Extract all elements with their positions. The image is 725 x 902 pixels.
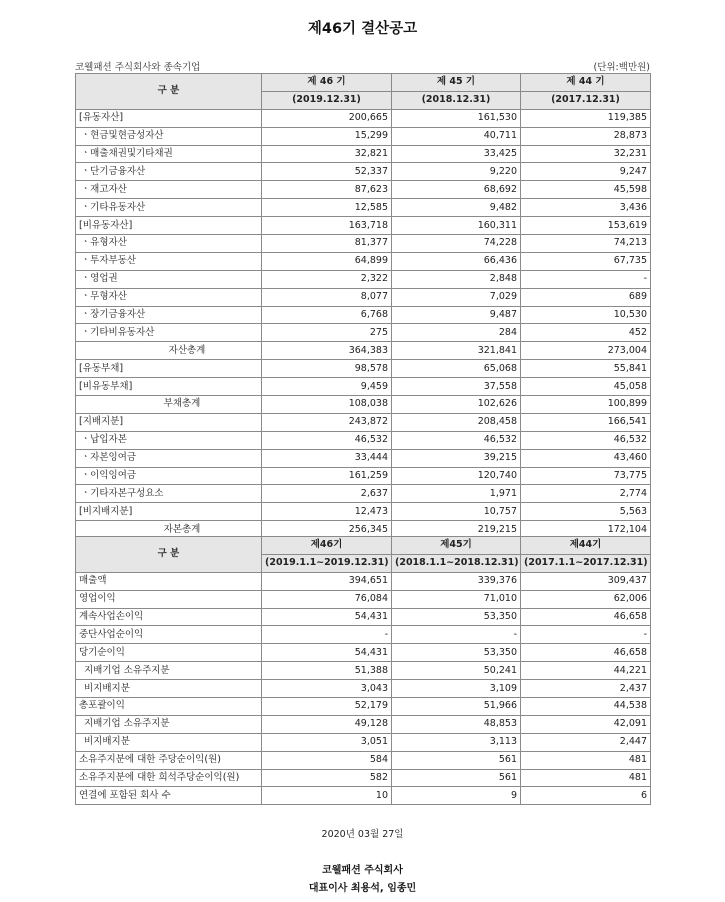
company-line: 코웰패션 주식회사와 종속기업 (75, 62, 201, 73)
table-row (76, 431, 651, 449)
value-cell: 44,538 (521, 698, 651, 716)
table-row (76, 324, 651, 342)
table-row (76, 378, 651, 396)
value-cell: 73,775 (521, 467, 651, 485)
value-cell: 39,215 (392, 449, 521, 467)
value-cell: 9 (392, 787, 521, 805)
value-cell: 100,899 (521, 396, 651, 414)
row-label: 영업이익 (76, 590, 262, 608)
value-cell: 37,558 (392, 378, 521, 396)
row-label: 부채총계 (76, 396, 262, 414)
value-cell: 46,658 (521, 608, 651, 626)
value-cell: 10 (262, 787, 392, 805)
value-cell: 284 (392, 324, 521, 342)
value-cell: 65,068 (392, 360, 521, 378)
value-cell: 51,388 (262, 662, 392, 680)
value-cell: 321,841 (392, 342, 521, 360)
value-cell: 98,578 (262, 360, 392, 378)
row-label: ㆍ기타유동자산 (76, 199, 262, 217)
value-cell: 119,385 (521, 109, 651, 127)
row-label: ㆍ투자부동산 (76, 252, 262, 270)
value-cell: 52,179 (262, 698, 392, 716)
value-cell: 67,735 (521, 252, 651, 270)
value-cell: 9,247 (521, 163, 651, 181)
table-row (76, 235, 651, 253)
row-label: ㆍ장기금융자산 (76, 306, 262, 324)
row-label: ㆍ납입자본 (76, 431, 262, 449)
row-label: 지배기업 소유주지분 (76, 715, 262, 733)
value-cell: 87,623 (262, 181, 392, 199)
value-cell: 64,899 (262, 252, 392, 270)
page-title: 제46기 결산공고 (307, 21, 418, 37)
value-cell: - (521, 270, 651, 288)
table-row (76, 787, 651, 805)
value-cell: 561 (392, 769, 521, 787)
table-row (76, 360, 651, 378)
table-row (76, 270, 651, 288)
value-cell: 3,109 (392, 680, 521, 698)
row-label: 자산총계 (76, 342, 262, 360)
bs-date-45: (2018.12.31) (392, 91, 521, 109)
row-label: [비유동자산] (76, 217, 262, 235)
value-cell: 3,051 (262, 733, 392, 751)
value-cell: 2,637 (262, 485, 392, 503)
value-cell: 50,241 (392, 662, 521, 680)
table-row (76, 306, 651, 324)
table-row (76, 449, 651, 467)
bs-period-44: 제 44 기 (521, 74, 651, 92)
value-cell: 46,532 (392, 431, 521, 449)
value-cell: 3,113 (392, 733, 521, 751)
table-row (76, 109, 651, 127)
value-cell: 481 (521, 751, 651, 769)
value-cell: 52,337 (262, 163, 392, 181)
bs-date-46: (2019.12.31) (262, 91, 392, 109)
table-row (76, 199, 651, 217)
row-label: 매출액 (76, 572, 262, 590)
value-cell: 172,104 (521, 521, 651, 539)
table-row (76, 608, 651, 626)
table-row (76, 467, 651, 485)
row-label: 계속사업손이익 (76, 608, 262, 626)
value-cell: 48,853 (392, 715, 521, 733)
value-cell: 161,259 (262, 467, 392, 485)
row-label: [지배지분] (76, 413, 262, 431)
value-cell: 584 (262, 751, 392, 769)
table-row (76, 413, 651, 431)
value-cell: 9,459 (262, 378, 392, 396)
ceo-names: 대표이사 최용석, 임종민 (308, 883, 417, 894)
row-label: 소유주지분에 대한 주당순이익(원) (76, 751, 262, 769)
value-cell: 364,383 (262, 342, 392, 360)
row-label: [비유동부채] (76, 378, 262, 396)
row-label: ㆍ재고자산 (76, 181, 262, 199)
row-label: ㆍ현금및현금성자산 (76, 127, 262, 145)
announcement-date: 2020년 03월 27일 (321, 829, 404, 840)
is-date-45: (2018.1.1~2018.12.31) (392, 554, 521, 572)
value-cell: 10,757 (392, 503, 521, 521)
value-cell: 74,228 (392, 235, 521, 253)
value-cell: 32,231 (521, 145, 651, 163)
value-cell: 33,425 (392, 145, 521, 163)
is-date-46: (2019.1.1~2019.12.31) (262, 554, 392, 572)
table-row (76, 715, 651, 733)
value-cell: - (392, 626, 521, 644)
value-cell: 481 (521, 769, 651, 787)
value-cell: 76,084 (262, 590, 392, 608)
unit-label: (단위:백만원) (593, 62, 650, 73)
table-row (76, 396, 651, 414)
row-label: 당기순이익 (76, 644, 262, 662)
value-cell: 9,220 (392, 163, 521, 181)
value-cell: 153,619 (521, 217, 651, 235)
income-statement-table (75, 536, 651, 805)
value-cell: 68,692 (392, 181, 521, 199)
table-row (76, 626, 651, 644)
value-cell: 2,322 (262, 270, 392, 288)
table-row (76, 769, 651, 787)
value-cell: 66,436 (392, 252, 521, 270)
value-cell: 582 (262, 769, 392, 787)
value-cell: 1,971 (392, 485, 521, 503)
value-cell: 339,376 (392, 572, 521, 590)
value-cell: 40,711 (392, 127, 521, 145)
row-label: ㆍ유형자산 (76, 235, 262, 253)
value-cell: 46,532 (521, 431, 651, 449)
value-cell: 54,431 (262, 644, 392, 662)
row-label: 총포괄이익 (76, 698, 262, 716)
row-label: ㆍ영업권 (76, 270, 262, 288)
row-label: 지배기업 소유주지분 (76, 662, 262, 680)
bs-period-46: 제 46 기 (262, 74, 392, 92)
value-cell: 42,091 (521, 715, 651, 733)
value-cell: - (262, 626, 392, 644)
value-cell: 44,221 (521, 662, 651, 680)
table-row (76, 751, 651, 769)
table-row (76, 252, 651, 270)
value-cell: 53,350 (392, 644, 521, 662)
value-cell: 12,473 (262, 503, 392, 521)
value-cell: 54,431 (262, 608, 392, 626)
row-label: ㆍ무형자산 (76, 288, 262, 306)
value-cell: 452 (521, 324, 651, 342)
value-cell: 275 (262, 324, 392, 342)
value-cell: 256,345 (262, 521, 392, 539)
value-cell: 2,447 (521, 733, 651, 751)
value-cell: 55,841 (521, 360, 651, 378)
value-cell: 81,377 (262, 235, 392, 253)
row-label: 중단사업순이익 (76, 626, 262, 644)
is-header-label: 구 분 (76, 537, 262, 573)
row-label: 자본총계 (76, 521, 262, 539)
table-row (76, 733, 651, 751)
value-cell: 53,350 (392, 608, 521, 626)
table-row (76, 590, 651, 608)
value-cell: 49,128 (262, 715, 392, 733)
table-row (76, 662, 651, 680)
bs-date-44: (2017.12.31) (521, 91, 651, 109)
value-cell: 689 (521, 288, 651, 306)
value-cell: 309,437 (521, 572, 651, 590)
value-cell: 51,966 (392, 698, 521, 716)
row-label: [비지배지분] (76, 503, 262, 521)
table-row (76, 163, 651, 181)
row-label: 비지배지분 (76, 733, 262, 751)
row-label: ㆍ기타자본구성요소 (76, 485, 262, 503)
value-cell: 62,006 (521, 590, 651, 608)
value-cell: 219,215 (392, 521, 521, 539)
row-label: [유동부채] (76, 360, 262, 378)
table-row (76, 181, 651, 199)
value-cell: 102,626 (392, 396, 521, 414)
value-cell: 108,038 (262, 396, 392, 414)
value-cell: 2,848 (392, 270, 521, 288)
value-cell: 74,213 (521, 235, 651, 253)
value-cell: 32,821 (262, 145, 392, 163)
company-name: 코웰패션 주식회사 (322, 865, 403, 876)
table-row (76, 288, 651, 306)
value-cell: 7,029 (392, 288, 521, 306)
value-cell: 2,437 (521, 680, 651, 698)
value-cell: 9,487 (392, 306, 521, 324)
is-date-44: (2017.1.1~2017.12.31) (521, 554, 651, 572)
value-cell: - (521, 626, 651, 644)
row-label: 소유주지분에 대한 희석주당순이익(원) (76, 769, 262, 787)
is-period-45: 제45기 (392, 537, 521, 555)
table-row (76, 572, 651, 590)
value-cell: 28,873 (521, 127, 651, 145)
table-row (76, 342, 651, 360)
row-label: ㆍ단기금융자산 (76, 163, 262, 181)
value-cell: 163,718 (262, 217, 392, 235)
value-cell: 200,665 (262, 109, 392, 127)
value-cell: 33,444 (262, 449, 392, 467)
row-label: ㆍ매출채권및기타채권 (76, 145, 262, 163)
value-cell: 3,436 (521, 199, 651, 217)
row-label: ㆍ이익잉여금 (76, 467, 262, 485)
value-cell: 43,460 (521, 449, 651, 467)
is-period-46: 제46기 (262, 537, 392, 555)
value-cell: 243,872 (262, 413, 392, 431)
row-label: ㆍ기타비유동자산 (76, 324, 262, 342)
value-cell: 15,299 (262, 127, 392, 145)
value-cell: 45,058 (521, 378, 651, 396)
balance-sheet-table (75, 73, 651, 539)
table-row (76, 217, 651, 235)
value-cell: 2,774 (521, 485, 651, 503)
value-cell: 120,740 (392, 467, 521, 485)
value-cell: 160,311 (392, 217, 521, 235)
value-cell: 394,651 (262, 572, 392, 590)
is-period-44: 제44기 (521, 537, 651, 555)
value-cell: 9,482 (392, 199, 521, 217)
value-cell: 561 (392, 751, 521, 769)
value-cell: 166,541 (521, 413, 651, 431)
value-cell: 5,563 (521, 503, 651, 521)
table-row (76, 503, 651, 521)
row-label: 비지배지분 (76, 680, 262, 698)
table-row (76, 127, 651, 145)
table-row (76, 698, 651, 716)
value-cell: 10,530 (521, 306, 651, 324)
value-cell: 208,458 (392, 413, 521, 431)
table-row (76, 644, 651, 662)
value-cell: 6 (521, 787, 651, 805)
value-cell: 8,077 (262, 288, 392, 306)
value-cell: 71,010 (392, 590, 521, 608)
table-row (76, 145, 651, 163)
value-cell: 161,530 (392, 109, 521, 127)
value-cell: 3,043 (262, 680, 392, 698)
row-label: [유동자산] (76, 109, 262, 127)
bs-period-45: 제 45 기 (392, 74, 521, 92)
table-row (76, 680, 651, 698)
value-cell: 6,768 (262, 306, 392, 324)
value-cell: 273,004 (521, 342, 651, 360)
row-label: 연결에 포함된 회사 수 (76, 787, 262, 805)
row-label: ㆍ자본잉여금 (76, 449, 262, 467)
bs-header-label: 구 분 (76, 74, 262, 110)
table-row (76, 485, 651, 503)
value-cell: 46,658 (521, 644, 651, 662)
value-cell: 12,585 (262, 199, 392, 217)
value-cell: 46,532 (262, 431, 392, 449)
value-cell: 45,598 (521, 181, 651, 199)
